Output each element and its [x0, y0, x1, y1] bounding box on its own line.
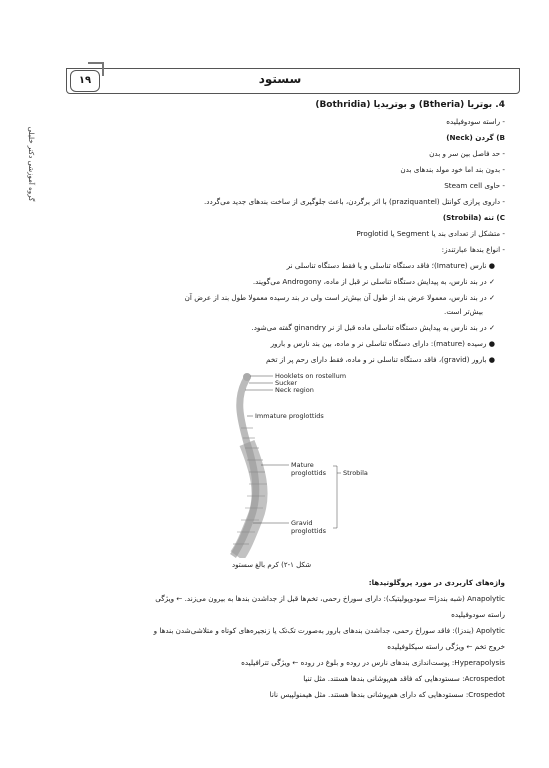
list-item-text: بارور (gravid)، فاقد دستگاه تناسلی نر و ماده، فقط دارای رحم پر از تخم [266, 355, 487, 364]
list-item: - حاوی Steam cell [75, 181, 505, 191]
tapeworm-figure [185, 368, 385, 558]
list-item-text: نارس (Imature)؛ فاقد دستگاه تناسلی و یا فقط دستگاه تناسلی نر [286, 261, 487, 270]
label-neck: Neck region [275, 386, 314, 394]
label-hooklets: Hooklets on rostellum [275, 372, 347, 380]
label-mature-2: proglottids [291, 469, 326, 477]
list-item: ✓ در بند نارس، معمولا عرض بند از طول آن بیش‌تر است ولی در بند رسیده معمولا طول بند از عرض آن [184, 293, 495, 302]
subheading-neck: B) گردن (Neck) [446, 133, 505, 142]
label-gravid-2: proglottids [291, 527, 326, 535]
list-item: ✓ در بند نارس، به پیدایش دستگاه تناسلی نر قبل از ماده، Androgony می‌گویند. [252, 277, 495, 286]
term-crospedot: Crospedot: سستودهایی که دارای هم‌پوشانی بندها هستند. مثل هیمنولپیس نانا [269, 690, 505, 699]
label-immature: Immature proglottids [255, 412, 324, 420]
list-item-continuation: بیش‌تر است. [444, 307, 483, 316]
term-apolytic-cont: خروج تخم ← ویژگی راسته سیکلوفیلیده [387, 642, 505, 651]
list-item: ✓ در بند نارس به پیدایش دستگاه تناسلی ماده قبل از نر ginandry گفته می‌شود. [251, 323, 495, 332]
list-item: - انواع بندها عبارتندز: [75, 245, 505, 255]
list-item: - داروی پرازی کوانتل (praziquantel) با اثر برگردن، باعث جلوگیری از ساخت بندهای جدید می‌گردد. [75, 197, 505, 207]
figure-caption: شکل ۱-۲) کرم بالغ سستود [232, 561, 312, 569]
label-sucker: Sucker [275, 379, 298, 387]
list-item-text: رسیده (mature): دارای دستگاه تناسلی نر و ماده، بین بند نارس و بارور [270, 339, 487, 348]
page-number: ۱۹ [70, 70, 100, 92]
label-strobila: Strobila [343, 469, 368, 477]
label-gravid-1: Gravid [291, 519, 313, 527]
label-mature-1: Mature [291, 461, 314, 469]
list-item-text: در بند نارس به پیدایش دستگاه تناسلی ماده قبل از نر ginandry گفته می‌شود. [251, 323, 487, 332]
terms-heading: واژه‌های کاربردی در مورد پروگلوتیدها: [368, 578, 505, 587]
list-item: - حد فاصل بین سر و بدن [75, 149, 505, 159]
section-heading-bothridia: 4. بوتریا (Btheria) و بوتریدیا (Bothridia) [315, 100, 505, 110]
list-item: - بدون بند اما خود مولد بندهای بدن [75, 165, 505, 175]
list-item-text: در بند نارس، به پیدایش دستگاه تناسلی نر قبل از ماده، Androgony می‌گویند. [252, 277, 487, 286]
list-item-text: در بند نارس، معمولا عرض بند از طول آن بیش‌تر است ولی در بند رسیده معمولا طول بند از عرض آن [184, 293, 487, 302]
list-item: ● بارور (gravid)، فاقد دستگاه تناسلی نر و ماده، فقط دارای رحم پر از تخم [266, 355, 495, 364]
list-item: - راسته سودوفیلیده [75, 117, 505, 127]
side-watermark-text: گروه آموزشی دکتر خلیلی [27, 126, 35, 202]
subheading-strobila: C) تنه (Strobila) [442, 213, 505, 222]
list-item: ● رسیده (mature): دارای دستگاه تناسلی نر و ماده، بین بند نارس و بارور [270, 339, 495, 348]
chapter-title: سستود [258, 72, 302, 86]
scolex [243, 373, 251, 381]
term-hyperapolysis: Hyperapolysis: پوست‌اندازی بندهای نارس در روده و بلوغ در روده ← ویژگی تترافیلیده [241, 658, 505, 667]
list-item: - متشکل از تعدادی بند یا Segment یا Proglotid [75, 229, 505, 239]
term-anapolytic-cont: راسته سودوفیلیده [451, 610, 505, 619]
list-item: ● نارس (Imature)؛ فاقد دستگاه تناسلی و یا فقط دستگاه تناسلی نر [286, 261, 495, 270]
term-acrospedot: Acrospedot: سستودهایی که فاقد هم‌پوشانی بندها هستند. مثل تنیا [303, 674, 505, 683]
term-anapolytic: Anapolytic (شبه بندزا= سودوپولیتیک): دارای سوراخ رحمی، تخم‌ها قبل از جداشدن بندها به بیرون می‌زند. ← ویژگی [155, 594, 505, 603]
term-apolytic: Apolytic (بندزا): فاقد سوراخ رحمی، جداشدن بندهای بارور به‌صورت تک‌تک یا زنجیره‌های کوتاه و متلاشی‌شدن بندها و [153, 626, 505, 635]
